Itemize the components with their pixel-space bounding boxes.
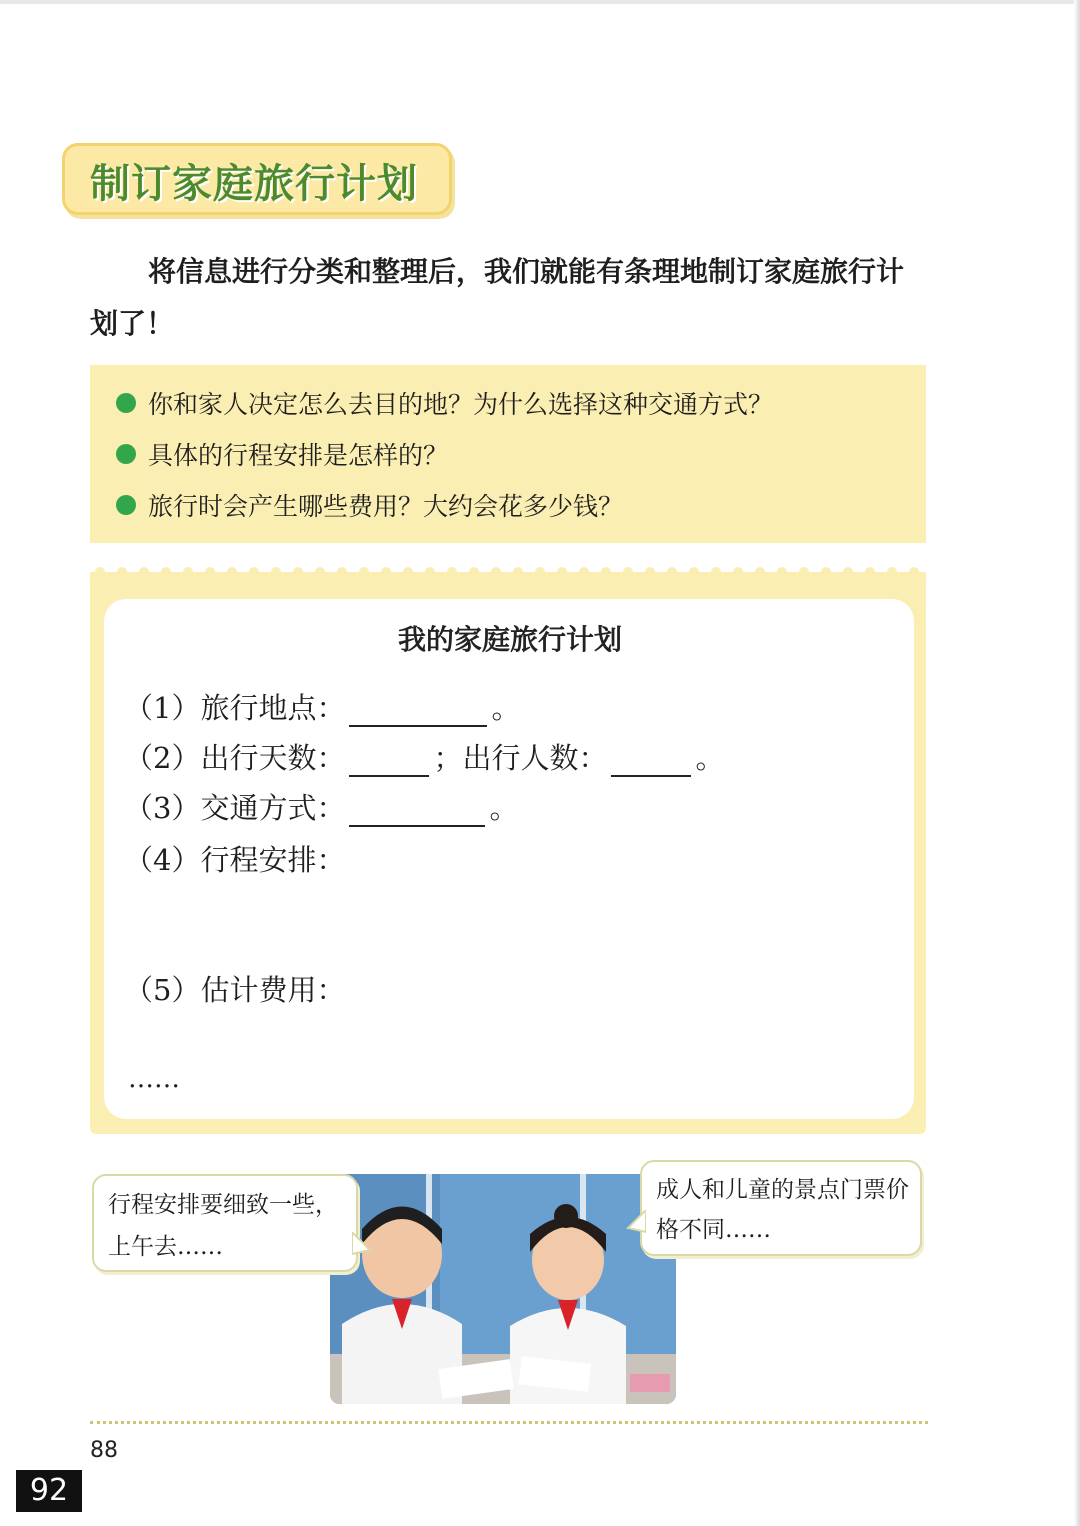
period: 。 [491, 691, 521, 725]
scalloped-edge [90, 566, 926, 580]
intro-paragraph: 将信息进行分类和整理后，我们就能有条理地制订家庭旅行计划了！ [90, 255, 905, 340]
plan-title: 我的家庭旅行计划 [397, 623, 622, 656]
page-edge-right [1074, 0, 1080, 1526]
bullet-dot-icon [116, 495, 136, 515]
plan-item-days-people [124, 736, 724, 777]
question-text: 具体的行程安排是怎样的？ [148, 441, 449, 470]
plan-item-label: （1）旅行地点： [124, 691, 346, 725]
question-item [116, 436, 448, 472]
transport-blank[interactable] [349, 797, 485, 827]
days-blank[interactable] [349, 747, 429, 777]
footer-divider [90, 1421, 928, 1424]
corner-page-badge: 92 [16, 1470, 82, 1512]
section-title: 制订家庭旅行计划 [90, 161, 418, 207]
period: 。 [695, 741, 725, 775]
question-text: 你和家人决定怎么去目的地？为什么选择这种交通方式？ [148, 390, 774, 419]
question-text: 旅行时会产生哪些费用？大约会花多少钱？ [148, 492, 624, 521]
speech-left-text: 行程安排要细致一些，上午去…… [108, 1192, 338, 1260]
speech-right-text: 成人和儿童的景点门票价格不同…… [656, 1177, 909, 1243]
bullet-dot-icon [116, 444, 136, 464]
plan-item-label: （2）出行天数： [124, 741, 346, 775]
plan-item-label: ；出行人数： [433, 741, 608, 775]
plan-item-label: （5）估计费用： [124, 973, 346, 1007]
plan-item-label: （3）交通方式： [124, 791, 346, 825]
bubble-tail-icon [626, 1210, 646, 1234]
plan-item-label: （4）行程安排： [124, 843, 346, 877]
students-photo [330, 1174, 676, 1404]
plan-item-itinerary [124, 838, 345, 879]
destination-blank[interactable] [349, 697, 487, 727]
bullet-dot-icon [116, 393, 136, 413]
page-edge [0, 0, 1080, 4]
people-blank[interactable] [611, 747, 691, 777]
page-number: 88 [90, 1438, 118, 1463]
plan-item-transport [124, 786, 518, 827]
plan-item-cost [124, 968, 345, 1009]
question-item [116, 487, 623, 523]
period: 。 [489, 791, 519, 825]
plan-item-destination [124, 686, 520, 727]
question-item [116, 385, 773, 421]
plan-ellipsis: …… [128, 1064, 180, 1094]
